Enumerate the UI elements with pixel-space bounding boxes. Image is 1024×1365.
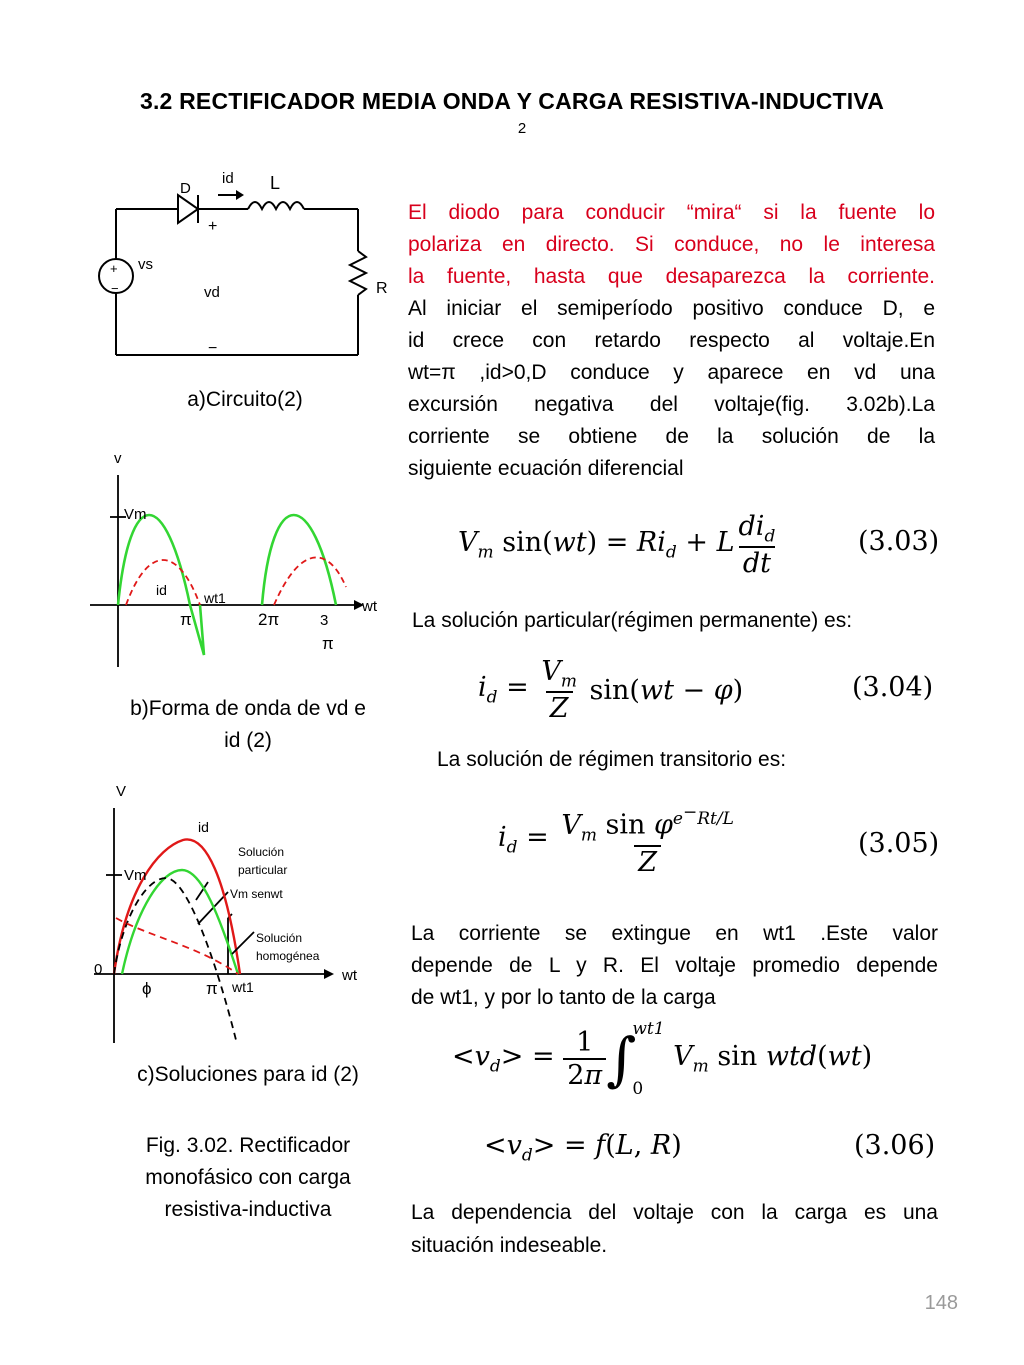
waveform-b-caption-line2: id (2) — [224, 729, 272, 752]
intro-line9: siguiente ecuación diferencial — [408, 457, 684, 480]
waveform-c-id-label: id — [198, 819, 209, 835]
circuit-diagram — [90, 165, 410, 365]
waveform-c-sol-part-2: particular — [238, 863, 288, 877]
intro-red-line2: polariza en directo. Si conduce, no le interesa — [408, 233, 935, 256]
circuit-label-source-plus: + — [110, 261, 118, 276]
transient-solution-text: La solución de régimen transitorio es: — [437, 748, 787, 771]
equation-303: $V_m$ $\sin(wt) = Ri_d + L$ $\frac{di_d}{dt}$ — [458, 510, 776, 580]
circuit-label-source-minus: − — [111, 281, 119, 296]
waveform-c-sol-part-1: Solución — [238, 845, 285, 859]
waveform-c-zero: 0 — [94, 961, 103, 978]
waveform-c-diagram — [88, 778, 398, 1048]
figure-caption-line1: Fig. 3.02. Rectificador — [145, 1134, 351, 1157]
equation-306: $<v_d> = f(L$, R) — [484, 1130, 682, 1166]
equation-304-number: (3.04) — [852, 672, 934, 703]
intro-line5: id crece con retardo respecto al voltaje.En — [408, 329, 935, 352]
waveform-c-wt: wt — [342, 967, 357, 984]
waveform-b-id-label: id — [156, 582, 167, 598]
waveform-c-caption: c)Soluciones para id (2) — [137, 1063, 359, 1086]
intro-red-line1: El diodo para conducir “mira“ si la fuente lo — [408, 201, 935, 224]
circuit-label-vd: vd — [204, 284, 220, 301]
particular-solution-text: La solución particular(régimen permanente) es: — [412, 609, 853, 632]
waveform-b-wt1-label: wt1 — [204, 590, 226, 606]
waveform-b-v-label: v — [114, 450, 122, 467]
extinction-line2: depende de L y R. El voltaje promedio depende — [411, 954, 938, 977]
extinction-line3: de wt1, y por lo tanto de la carga — [411, 986, 716, 1009]
intro-line6: wt=π ,id>0,D conduce y aparece en vd una — [408, 361, 935, 384]
equation-305: $i_d$ = $\frac{V_m \sin \varphi^{e^-Rt/L}}{Z}$ — [498, 801, 734, 879]
equation-average-integral: $<v_d>$ = $\frac{1}{2\pi}$ ∫ wt1 0 $V_m$ sin wtd(wt) — [452, 1019, 873, 1099]
circuit-label-resistor: R — [376, 280, 388, 297]
waveform-b-pi-label: π — [180, 610, 192, 629]
waveform-c-vm-label: Vm — [124, 867, 147, 884]
waveform-b-caption-line1: b)Forma de onda de vd e — [130, 697, 366, 720]
circuit-label-diode: D — [180, 180, 191, 197]
intro-paragraph — [408, 197, 935, 485]
equation-306-number: (3.06) — [854, 1130, 936, 1161]
intro-line8: corriente se obtiene de la solución de la — [408, 425, 935, 448]
circuit-label-plus: + — [208, 218, 218, 235]
figure-caption-line3: resistiva-inductiva — [164, 1198, 332, 1221]
waveform-c-sol-hom-2: homogénea — [256, 949, 320, 963]
waveform-c-pi: π — [206, 979, 218, 998]
circuit-label-source: vs — [138, 256, 153, 273]
waveform-c-vm-senwt: Vm senwt — [230, 887, 283, 901]
equation-303-number: (3.03) — [858, 526, 940, 557]
waveform-c-wt1: wt1 — [232, 979, 254, 995]
page-number: 148 — [924, 1292, 958, 1314]
figure-caption-line2: monofásico con carga — [145, 1166, 351, 1189]
extinction-line1: La corriente se extingue en wt1 .Este valor — [411, 922, 938, 945]
extinction-paragraph — [411, 918, 938, 1014]
waveform-b-vm-label: Vm — [124, 506, 147, 523]
equation-305-number: (3.05) — [858, 828, 940, 859]
circuit-caption: a)Circuito(2) — [187, 388, 303, 411]
waveform-b-2pi-label: 2π — [258, 610, 280, 629]
circuit-label-inductor: L — [270, 173, 281, 193]
waveform-c-phi: ϕ — [142, 979, 152, 998]
waveform-b-diagram — [90, 445, 400, 670]
dependency-line2: situación indeseable. — [411, 1234, 608, 1257]
figure-caption — [110, 1130, 386, 1226]
intro-line7: excursión negativa del voltaje(fig. 3.02b).La — [408, 393, 935, 416]
title-number: 2 — [517, 120, 527, 137]
page-title: 3.2 RECTIFICADOR MEDIA ONDA Y CARGA RESISTIVA-INDUCTIVA — [139, 88, 885, 114]
circuit-label-minus: − — [208, 340, 218, 357]
dependency-paragraph — [411, 1196, 938, 1262]
waveform-b-3-label: 3 — [320, 612, 329, 629]
waveform-b-caption — [100, 693, 396, 757]
equation-304: $i_d$ = $\frac{V_m}{Z}$ sin(wt − φ) — [478, 655, 744, 725]
waveform-c-v-label: V — [116, 783, 127, 800]
waveform-b-pi2-label: π — [322, 634, 334, 653]
dependency-line1: La dependencia del voltaje con la carga es una — [411, 1201, 938, 1224]
intro-red-line3: la fuente, hasta que desaparezca la corriente. — [408, 265, 935, 288]
intro-line4: Al iniciar el semiperíodo positivo conduce D, e — [408, 297, 935, 320]
circuit-label-current: id — [222, 170, 234, 187]
waveform-c-sol-hom-1: Solución — [256, 931, 303, 945]
waveform-b-wt-label: wt — [362, 598, 377, 615]
